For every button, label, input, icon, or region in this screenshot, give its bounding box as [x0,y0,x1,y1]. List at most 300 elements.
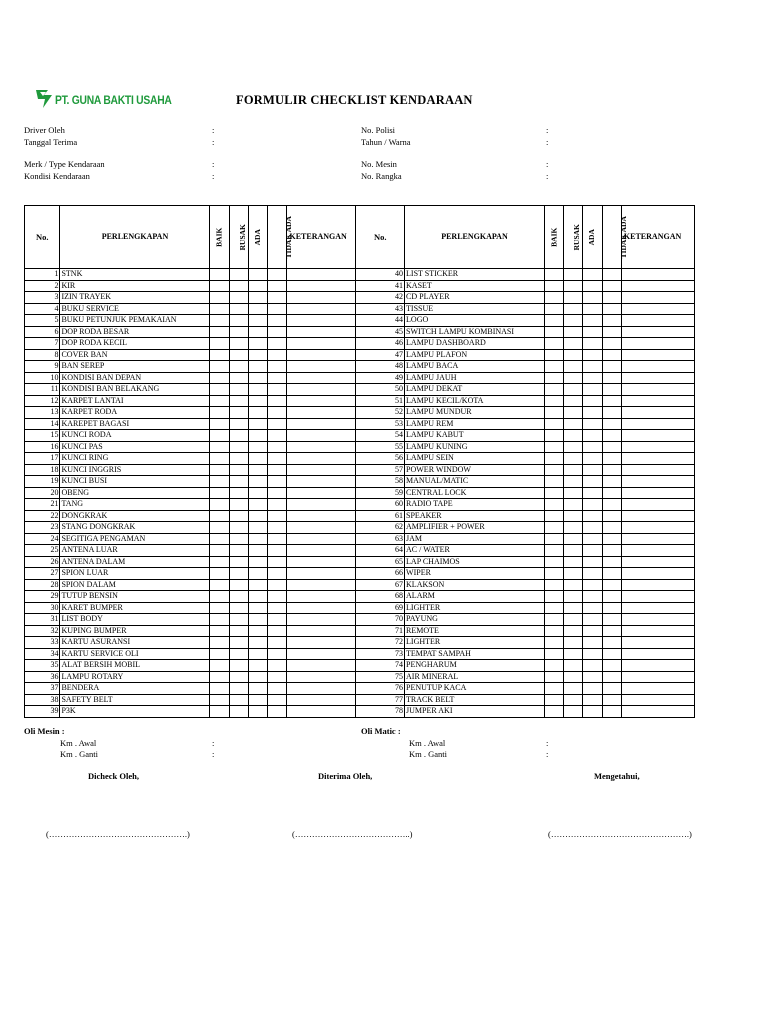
check-baik-right[interactable] [544,568,563,580]
keterangan-cell-left[interactable] [287,407,356,419]
check-rusak-left[interactable] [229,372,248,384]
check-tidak-ada-right[interactable] [602,533,621,545]
check-rusak-right[interactable] [564,637,583,649]
check-baik-left[interactable] [210,556,229,568]
check-ada-right[interactable] [583,303,602,315]
keterangan-cell-right[interactable] [621,384,694,396]
keterangan-cell-left[interactable] [287,568,356,580]
check-rusak-right[interactable] [564,476,583,488]
keterangan-cell-right[interactable] [621,292,694,304]
check-rusak-right[interactable] [564,453,583,465]
check-ada-left[interactable] [248,625,267,637]
check-tidak-ada-left[interactable] [268,545,287,557]
check-tidak-ada-left[interactable] [268,303,287,315]
check-baik-left[interactable] [210,499,229,511]
keterangan-cell-left[interactable] [287,418,356,430]
check-ada-right[interactable] [583,648,602,660]
check-ada-right[interactable] [583,280,602,292]
check-baik-right[interactable] [544,338,563,350]
keterangan-cell-left[interactable] [287,430,356,442]
check-rusak-left[interactable] [229,303,248,315]
check-ada-right[interactable] [583,430,602,442]
check-baik-left[interactable] [210,625,229,637]
check-rusak-right[interactable] [564,568,583,580]
check-rusak-left[interactable] [229,579,248,591]
check-tidak-ada-right[interactable] [602,522,621,534]
check-baik-left[interactable] [210,315,229,327]
check-baik-left[interactable] [210,602,229,614]
check-rusak-left[interactable] [229,407,248,419]
check-rusak-left[interactable] [229,476,248,488]
keterangan-cell-left[interactable] [287,637,356,649]
keterangan-cell-right[interactable] [621,648,694,660]
check-baik-right[interactable] [544,349,563,361]
check-ada-right[interactable] [583,637,602,649]
check-rusak-right[interactable] [564,522,583,534]
check-tidak-ada-right[interactable] [602,556,621,568]
check-rusak-left[interactable] [229,533,248,545]
check-baik-left[interactable] [210,269,229,281]
check-ada-left[interactable] [248,326,267,338]
check-ada-left[interactable] [248,464,267,476]
check-baik-left[interactable] [210,568,229,580]
check-ada-left[interactable] [248,361,267,373]
check-rusak-right[interactable] [564,487,583,499]
check-tidak-ada-right[interactable] [602,361,621,373]
check-baik-left[interactable] [210,660,229,672]
keterangan-cell-left[interactable] [287,326,356,338]
keterangan-cell-left[interactable] [287,625,356,637]
keterangan-cell-left[interactable] [287,464,356,476]
check-rusak-right[interactable] [564,326,583,338]
keterangan-cell-left[interactable] [287,338,356,350]
check-baik-left[interactable] [210,522,229,534]
check-ada-left[interactable] [248,533,267,545]
keterangan-cell-left[interactable] [287,395,356,407]
check-tidak-ada-right[interactable] [602,660,621,672]
check-tidak-ada-right[interactable] [602,349,621,361]
check-rusak-right[interactable] [564,441,583,453]
check-ada-right[interactable] [583,533,602,545]
check-rusak-left[interactable] [229,315,248,327]
check-tidak-ada-right[interactable] [602,614,621,626]
check-ada-right[interactable] [583,292,602,304]
check-tidak-ada-right[interactable] [602,591,621,603]
check-tidak-ada-right[interactable] [602,671,621,683]
check-tidak-ada-right[interactable] [602,384,621,396]
check-baik-right[interactable] [544,292,563,304]
check-ada-right[interactable] [583,591,602,603]
check-baik-left[interactable] [210,533,229,545]
check-ada-right[interactable] [583,269,602,281]
check-tidak-ada-right[interactable] [602,476,621,488]
keterangan-cell-right[interactable] [621,510,694,522]
keterangan-cell-right[interactable] [621,591,694,603]
keterangan-cell-left[interactable] [287,591,356,603]
check-rusak-right[interactable] [564,648,583,660]
check-ada-right[interactable] [583,579,602,591]
check-baik-right[interactable] [544,464,563,476]
check-ada-left[interactable] [248,591,267,603]
check-ada-right[interactable] [583,407,602,419]
check-ada-left[interactable] [248,453,267,465]
check-rusak-left[interactable] [229,395,248,407]
keterangan-cell-right[interactable] [621,671,694,683]
check-ada-right[interactable] [583,338,602,350]
keterangan-cell-left[interactable] [287,706,356,718]
check-baik-left[interactable] [210,280,229,292]
check-tidak-ada-left[interactable] [268,568,287,580]
check-rusak-left[interactable] [229,545,248,557]
check-rusak-right[interactable] [564,671,583,683]
check-rusak-left[interactable] [229,418,248,430]
check-baik-right[interactable] [544,476,563,488]
keterangan-cell-left[interactable] [287,349,356,361]
check-rusak-left[interactable] [229,487,248,499]
check-ada-left[interactable] [248,303,267,315]
check-rusak-right[interactable] [564,602,583,614]
check-baik-right[interactable] [544,418,563,430]
keterangan-cell-right[interactable] [621,706,694,718]
check-rusak-left[interactable] [229,269,248,281]
check-baik-right[interactable] [544,453,563,465]
keterangan-cell-right[interactable] [621,683,694,695]
check-ada-left[interactable] [248,349,267,361]
keterangan-cell-left[interactable] [287,372,356,384]
check-baik-right[interactable] [544,671,563,683]
check-rusak-left[interactable] [229,280,248,292]
check-tidak-ada-right[interactable] [602,510,621,522]
check-ada-right[interactable] [583,349,602,361]
check-baik-right[interactable] [544,694,563,706]
check-rusak-right[interactable] [564,556,583,568]
check-baik-right[interactable] [544,579,563,591]
check-ada-left[interactable] [248,315,267,327]
check-ada-left[interactable] [248,545,267,557]
check-baik-left[interactable] [210,395,229,407]
check-baik-right[interactable] [544,522,563,534]
check-ada-left[interactable] [248,522,267,534]
check-rusak-right[interactable] [564,418,583,430]
keterangan-cell-right[interactable] [621,407,694,419]
check-rusak-left[interactable] [229,430,248,442]
keterangan-cell-right[interactable] [621,602,694,614]
check-tidak-ada-right[interactable] [602,568,621,580]
check-tidak-ada-right[interactable] [602,418,621,430]
check-ada-left[interactable] [248,476,267,488]
check-rusak-left[interactable] [229,361,248,373]
check-baik-right[interactable] [544,326,563,338]
check-ada-left[interactable] [248,660,267,672]
check-tidak-ada-left[interactable] [268,637,287,649]
keterangan-cell-right[interactable] [621,315,694,327]
check-rusak-left[interactable] [229,568,248,580]
check-ada-right[interactable] [583,315,602,327]
check-baik-left[interactable] [210,338,229,350]
keterangan-cell-right[interactable] [621,349,694,361]
check-ada-left[interactable] [248,395,267,407]
keterangan-cell-left[interactable] [287,648,356,660]
keterangan-cell-left[interactable] [287,545,356,557]
check-rusak-left[interactable] [229,522,248,534]
check-baik-left[interactable] [210,418,229,430]
check-rusak-left[interactable] [229,660,248,672]
check-tidak-ada-right[interactable] [602,625,621,637]
check-ada-right[interactable] [583,384,602,396]
keterangan-cell-right[interactable] [621,361,694,373]
check-rusak-left[interactable] [229,510,248,522]
check-ada-right[interactable] [583,395,602,407]
keterangan-cell-left[interactable] [287,361,356,373]
check-rusak-left[interactable] [229,671,248,683]
check-ada-left[interactable] [248,441,267,453]
check-ada-left[interactable] [248,407,267,419]
keterangan-cell-left[interactable] [287,522,356,534]
check-ada-left[interactable] [248,706,267,718]
check-tidak-ada-right[interactable] [602,545,621,557]
check-rusak-right[interactable] [564,338,583,350]
keterangan-cell-right[interactable] [621,522,694,534]
check-baik-right[interactable] [544,280,563,292]
check-rusak-left[interactable] [229,338,248,350]
check-rusak-right[interactable] [564,510,583,522]
keterangan-cell-right[interactable] [621,338,694,350]
check-baik-right[interactable] [544,441,563,453]
keterangan-cell-left[interactable] [287,315,356,327]
check-rusak-left[interactable] [229,614,248,626]
keterangan-cell-right[interactable] [621,453,694,465]
check-tidak-ada-left[interactable] [268,338,287,350]
check-ada-right[interactable] [583,453,602,465]
check-baik-right[interactable] [544,533,563,545]
check-rusak-right[interactable] [564,499,583,511]
keterangan-cell-right[interactable] [621,694,694,706]
check-baik-right[interactable] [544,602,563,614]
check-ada-right[interactable] [583,694,602,706]
check-baik-right[interactable] [544,614,563,626]
check-baik-left[interactable] [210,648,229,660]
check-ada-left[interactable] [248,292,267,304]
check-baik-right[interactable] [544,660,563,672]
check-tidak-ada-right[interactable] [602,499,621,511]
check-tidak-ada-left[interactable] [268,372,287,384]
check-rusak-right[interactable] [564,349,583,361]
keterangan-cell-left[interactable] [287,694,356,706]
check-tidak-ada-left[interactable] [268,453,287,465]
check-tidak-ada-right[interactable] [602,694,621,706]
check-ada-left[interactable] [248,430,267,442]
check-ada-left[interactable] [248,556,267,568]
check-baik-left[interactable] [210,430,229,442]
check-baik-left[interactable] [210,441,229,453]
check-ada-left[interactable] [248,683,267,695]
check-baik-right[interactable] [544,361,563,373]
check-ada-right[interactable] [583,510,602,522]
check-tidak-ada-right[interactable] [602,407,621,419]
check-ada-left[interactable] [248,280,267,292]
check-tidak-ada-left[interactable] [268,384,287,396]
check-tidak-ada-right[interactable] [602,579,621,591]
check-tidak-ada-left[interactable] [268,694,287,706]
check-ada-right[interactable] [583,683,602,695]
check-rusak-left[interactable] [229,464,248,476]
check-tidak-ada-left[interactable] [268,591,287,603]
check-tidak-ada-right[interactable] [602,303,621,315]
keterangan-cell-left[interactable] [287,660,356,672]
check-tidak-ada-left[interactable] [268,464,287,476]
check-ada-left[interactable] [248,269,267,281]
check-tidak-ada-left[interactable] [268,660,287,672]
check-tidak-ada-right[interactable] [602,441,621,453]
check-ada-right[interactable] [583,476,602,488]
keterangan-cell-right[interactable] [621,303,694,315]
keterangan-cell-right[interactable] [621,372,694,384]
check-baik-left[interactable] [210,326,229,338]
check-rusak-right[interactable] [564,591,583,603]
keterangan-cell-left[interactable] [287,292,356,304]
check-baik-left[interactable] [210,303,229,315]
check-ada-left[interactable] [248,372,267,384]
check-baik-right[interactable] [544,706,563,718]
check-rusak-left[interactable] [229,602,248,614]
keterangan-cell-right[interactable] [621,556,694,568]
check-tidak-ada-left[interactable] [268,602,287,614]
check-baik-right[interactable] [544,545,563,557]
check-tidak-ada-right[interactable] [602,269,621,281]
keterangan-cell-left[interactable] [287,602,356,614]
check-baik-left[interactable] [210,349,229,361]
check-ada-left[interactable] [248,602,267,614]
check-baik-right[interactable] [544,510,563,522]
check-baik-right[interactable] [544,683,563,695]
check-rusak-left[interactable] [229,326,248,338]
check-baik-left[interactable] [210,361,229,373]
check-rusak-left[interactable] [229,441,248,453]
check-rusak-right[interactable] [564,372,583,384]
check-ada-right[interactable] [583,545,602,557]
check-tidak-ada-right[interactable] [602,706,621,718]
check-rusak-right[interactable] [564,533,583,545]
check-baik-left[interactable] [210,372,229,384]
keterangan-cell-left[interactable] [287,487,356,499]
check-baik-left[interactable] [210,476,229,488]
keterangan-cell-left[interactable] [287,384,356,396]
keterangan-cell-left[interactable] [287,671,356,683]
check-tidak-ada-left[interactable] [268,499,287,511]
check-tidak-ada-right[interactable] [602,602,621,614]
keterangan-cell-right[interactable] [621,614,694,626]
keterangan-cell-right[interactable] [621,464,694,476]
keterangan-cell-left[interactable] [287,510,356,522]
keterangan-cell-right[interactable] [621,430,694,442]
check-ada-right[interactable] [583,556,602,568]
check-ada-right[interactable] [583,326,602,338]
check-ada-left[interactable] [248,637,267,649]
check-tidak-ada-left[interactable] [268,487,287,499]
check-ada-right[interactable] [583,487,602,499]
keterangan-cell-left[interactable] [287,303,356,315]
check-tidak-ada-left[interactable] [268,280,287,292]
check-ada-left[interactable] [248,614,267,626]
check-baik-left[interactable] [210,637,229,649]
keterangan-cell-right[interactable] [621,441,694,453]
check-ada-right[interactable] [583,361,602,373]
check-ada-left[interactable] [248,338,267,350]
check-rusak-right[interactable] [564,361,583,373]
check-baik-right[interactable] [544,303,563,315]
check-baik-left[interactable] [210,683,229,695]
check-tidak-ada-left[interactable] [268,430,287,442]
check-ada-left[interactable] [248,568,267,580]
check-rusak-right[interactable] [564,269,583,281]
keterangan-cell-left[interactable] [287,280,356,292]
check-tidak-ada-left[interactable] [268,522,287,534]
check-tidak-ada-right[interactable] [602,648,621,660]
check-rusak-right[interactable] [564,579,583,591]
check-baik-right[interactable] [544,487,563,499]
check-tidak-ada-right[interactable] [602,280,621,292]
check-tidak-ada-right[interactable] [602,395,621,407]
check-ada-right[interactable] [583,706,602,718]
check-rusak-left[interactable] [229,384,248,396]
keterangan-cell-right[interactable] [621,280,694,292]
check-ada-right[interactable] [583,464,602,476]
check-baik-left[interactable] [210,407,229,419]
check-baik-right[interactable] [544,591,563,603]
check-baik-left[interactable] [210,671,229,683]
check-ada-left[interactable] [248,487,267,499]
check-rusak-left[interactable] [229,556,248,568]
keterangan-cell-left[interactable] [287,453,356,465]
check-tidak-ada-right[interactable] [602,683,621,695]
check-rusak-left[interactable] [229,706,248,718]
check-ada-right[interactable] [583,602,602,614]
keterangan-cell-left[interactable] [287,441,356,453]
check-ada-right[interactable] [583,568,602,580]
check-rusak-left[interactable] [229,591,248,603]
check-ada-left[interactable] [248,648,267,660]
check-baik-left[interactable] [210,591,229,603]
check-ada-right[interactable] [583,372,602,384]
check-baik-left[interactable] [210,694,229,706]
check-baik-left[interactable] [210,579,229,591]
check-ada-right[interactable] [583,671,602,683]
check-baik-left[interactable] [210,464,229,476]
check-tidak-ada-left[interactable] [268,556,287,568]
keterangan-cell-left[interactable] [287,556,356,568]
check-rusak-right[interactable] [564,464,583,476]
check-baik-right[interactable] [544,372,563,384]
check-tidak-ada-left[interactable] [268,614,287,626]
check-ada-left[interactable] [248,579,267,591]
check-ada-left[interactable] [248,418,267,430]
check-tidak-ada-left[interactable] [268,407,287,419]
check-baik-right[interactable] [544,556,563,568]
check-rusak-left[interactable] [229,694,248,706]
check-tidak-ada-left[interactable] [268,361,287,373]
check-tidak-ada-left[interactable] [268,510,287,522]
check-baik-right[interactable] [544,269,563,281]
check-baik-left[interactable] [210,706,229,718]
keterangan-cell-right[interactable] [621,487,694,499]
check-rusak-right[interactable] [564,395,583,407]
check-rusak-left[interactable] [229,292,248,304]
check-tidak-ada-right[interactable] [602,292,621,304]
keterangan-cell-right[interactable] [621,533,694,545]
check-baik-left[interactable] [210,545,229,557]
check-tidak-ada-left[interactable] [268,625,287,637]
keterangan-cell-left[interactable] [287,533,356,545]
